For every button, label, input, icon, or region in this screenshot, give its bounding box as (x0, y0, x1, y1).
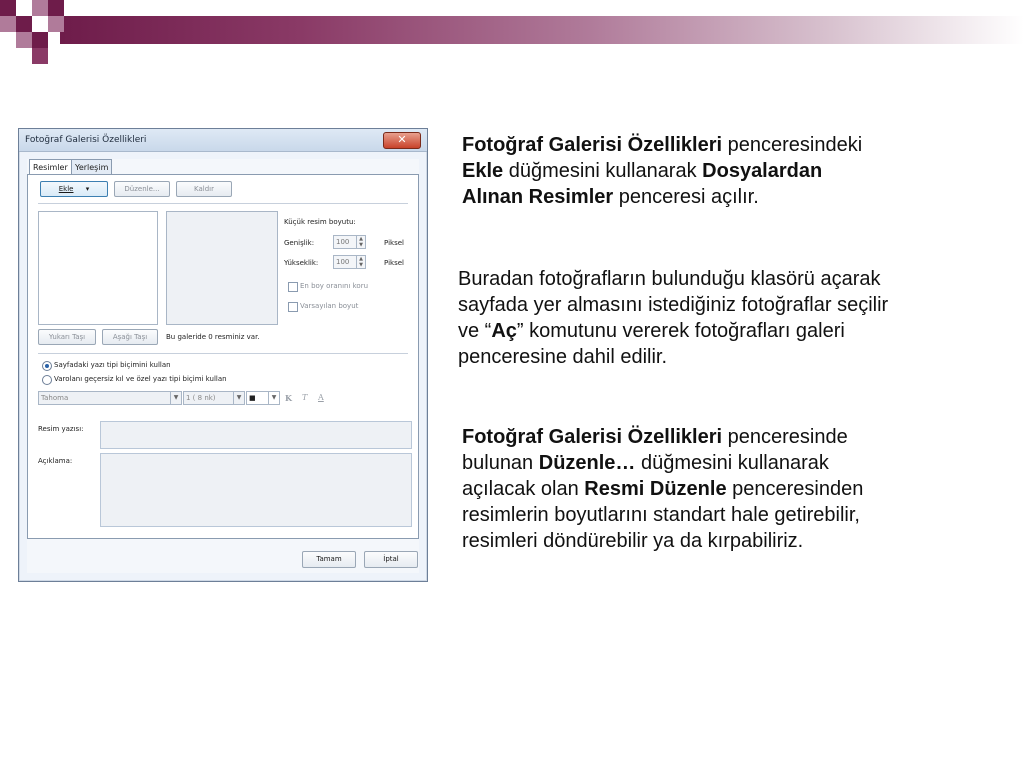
width-label: Genişlik: (284, 239, 315, 247)
p2-line-2: sayfada yer almasını istediğiniz fotoğraflar seçilir (458, 294, 889, 316)
deco-square (32, 48, 48, 64)
tab-resimler[interactable]: Resimler (29, 159, 72, 176)
paragraph-2 (458, 266, 1018, 370)
gallery-count: Bu galeride 0 resminiz var. (166, 333, 260, 341)
add-button[interactable] (40, 181, 108, 197)
p2-line-4: penceresine dahil edilir. (458, 346, 668, 368)
color-swatch-icon: ■ (249, 394, 256, 402)
deco-square (32, 16, 48, 32)
p2-line-3c: ” komutunu vererek fotoğrafları galeri (516, 320, 845, 342)
use-page-font-radio[interactable] (42, 361, 52, 371)
description-label: Açıklama: (38, 457, 73, 465)
caption-label: Resim yazısı: (38, 425, 84, 433)
default-size-checkbox[interactable] (288, 302, 298, 312)
p1-bold-1: Fotoğraf Galerisi Özellikleri (462, 134, 723, 156)
font-name-value: Tahoma (41, 394, 69, 402)
keep-ratio-label: En boy oranını koru (300, 282, 369, 290)
keep-ratio-checkbox[interactable] (288, 282, 298, 292)
tab-panel (27, 174, 419, 539)
p3-bold-1: Fotoğraf Galerisi Özellikleri (462, 426, 723, 448)
p3-bold-2: Düzenle… (538, 452, 636, 474)
close-button[interactable] (383, 132, 421, 149)
move-up-button[interactable]: Yukarı Taşı (38, 329, 96, 345)
deco-square (16, 0, 32, 16)
tab-yerlesim[interactable]: Yerleşim (71, 159, 112, 175)
deco-square (0, 16, 16, 32)
font-size-select[interactable] (183, 391, 245, 405)
font-size-value: 1 ( 8 nk) (186, 394, 216, 402)
add-button-label: Ekle (58, 185, 74, 193)
paragraph-1 (462, 132, 1002, 210)
gallery-properties-dialog (18, 128, 428, 582)
dialog-titlebar (19, 129, 427, 152)
picture-preview (166, 211, 278, 325)
italic-button[interactable]: T (302, 393, 308, 402)
p3-text-2: bulunan (462, 452, 539, 474)
close-icon: ✕ (397, 133, 407, 146)
p2-line-3a: ve “ (458, 320, 492, 342)
width-spinner[interactable]: ▲ ▼ (356, 235, 366, 249)
dialog-body (27, 159, 419, 573)
p1-bold-4: Alınan Resimler (462, 186, 614, 208)
p1-text-3: penceresi açılır. (613, 186, 759, 208)
chevron-down-icon: ▾ (85, 185, 90, 193)
p2-open-word: Aç (491, 320, 517, 342)
divider (38, 203, 408, 204)
bold-button[interactable]: K (285, 393, 292, 403)
height-unit: Piksel (384, 259, 404, 267)
paragraph-3 (462, 424, 1007, 554)
p3-text-6: resimlerin boyutlarını standart hale getirebilir, (462, 504, 860, 526)
p3-text-1: penceresinde (722, 426, 848, 448)
divider (38, 353, 408, 354)
p1-bold-3: Dosyalardan (702, 160, 823, 182)
deco-square (48, 0, 64, 16)
height-field[interactable]: 100 (333, 255, 357, 269)
deco-square (32, 32, 48, 48)
chevron-down-icon: ▼ (170, 392, 181, 404)
caption-field[interactable] (100, 421, 412, 449)
p1-text-1: penceresindeki (722, 134, 863, 156)
p1-bold-2: Ekle (462, 160, 504, 182)
edit-button[interactable]: Düzenle... (114, 181, 170, 197)
p3-text-4: açılacak olan (462, 478, 585, 500)
dialog-title: Fotoğraf Galerisi Özellikleri (25, 135, 147, 145)
move-down-button[interactable]: Aşağı Taşı (102, 329, 158, 345)
deco-square (16, 16, 32, 32)
deco-square (0, 0, 16, 16)
p1-text-2: düğmesini kullanarak (503, 160, 703, 182)
header-gradient-bar (60, 16, 1024, 44)
remove-button[interactable]: Kaldır (176, 181, 232, 197)
deco-square (32, 0, 48, 16)
p3-bold-3: Resmi Düzenle (584, 478, 727, 500)
description-field[interactable] (100, 453, 412, 527)
font-name-select[interactable] (38, 391, 182, 405)
deco-square (16, 32, 32, 48)
picture-list[interactable] (38, 211, 158, 325)
cancel-button[interactable]: İptal (364, 551, 418, 568)
underline-button[interactable]: A (318, 393, 324, 402)
p3-text-5: penceresinden (726, 478, 864, 500)
chevron-down-icon: ▼ (268, 392, 279, 404)
thumbnail-size-heading: Küçük resim boyutu: (284, 218, 356, 226)
font-color-select[interactable] (246, 391, 280, 405)
chevron-down-icon: ▼ (233, 392, 244, 404)
height-label: Yükseklik: (284, 259, 319, 267)
use-page-font-label: Sayfadaki yazı tipi biçimini kullan (54, 361, 171, 369)
ok-button[interactable]: Tamam (302, 551, 356, 568)
width-field[interactable]: 100 (333, 235, 357, 249)
default-size-label: Varsayılan boyut (300, 302, 359, 310)
p3-text-7: resimleri döndürebilir ya da kırpabiliriz. (462, 530, 804, 552)
deco-square (48, 16, 64, 32)
override-font-radio[interactable] (42, 375, 52, 385)
override-font-label: Varolanı geçersiz kıl ve özel yazı tipi biçimi kullan (54, 375, 227, 383)
p2-line-1: Buradan fotoğrafların bulunduğu klasörü açarak (458, 268, 881, 290)
width-unit: Piksel (384, 239, 404, 247)
height-spinner[interactable]: ▲ ▼ (356, 255, 366, 269)
p3-text-3: düğmesini kullanarak (635, 452, 829, 474)
